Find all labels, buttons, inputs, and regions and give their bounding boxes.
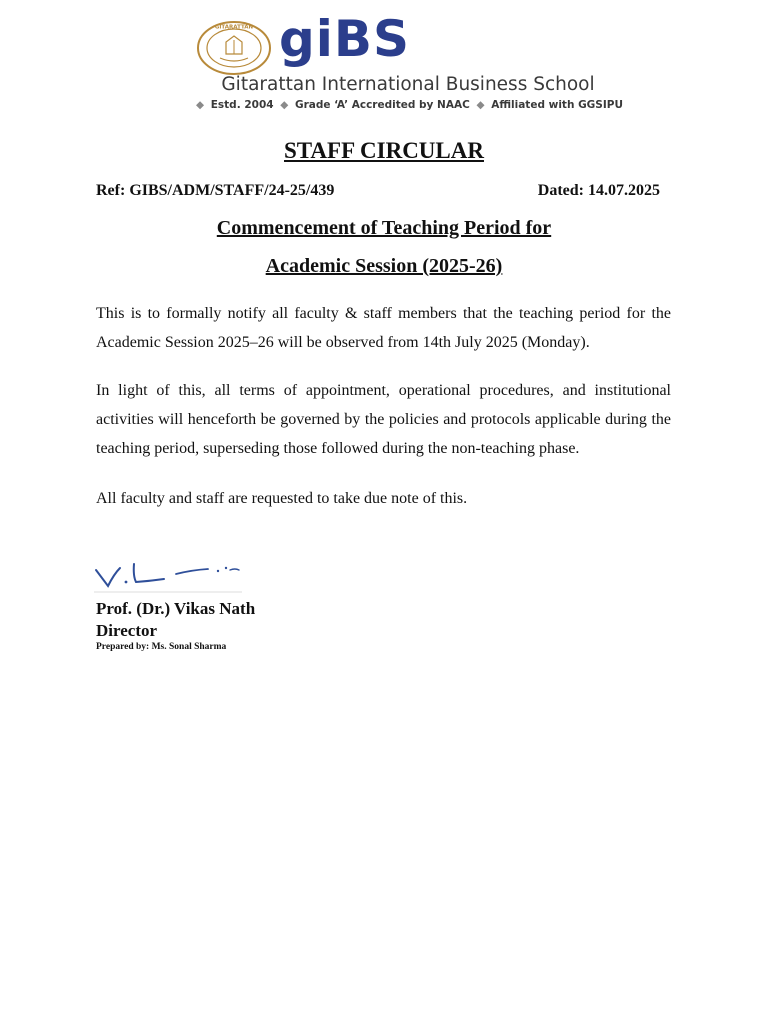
tagline-affiliation: Affiliated with GGSIPU: [491, 99, 623, 111]
signatory-name: Prof. (Dr.) Vikas Nath: [96, 599, 256, 618]
institution-seal-icon: [196, 20, 272, 76]
letterhead: [0, 0, 768, 120]
brand-logo-text: giBS: [279, 10, 411, 68]
tagline: [193, 98, 623, 112]
body-paragraph: In light of this, all terms of appointment, operational procedures, and institutional activities will henceforth be governed by the policies and protocols applicable during the teaching period, superseding those followed during the non-teaching phase.: [96, 382, 671, 457]
tagline-accreditation: Grade ‘A’ Accredited by NAAC: [294, 99, 470, 111]
prepared-by: Prepared by: Ms. Sonal Sharma: [96, 642, 227, 652]
reference-number: Ref: GIBS/ADM/STAFF/24-25/439: [96, 182, 335, 199]
handwritten-signature: [92, 556, 244, 598]
tagline-established: Estd. 2004: [210, 99, 274, 111]
subject-line-1: Commencement of Teaching Period for: [216, 217, 552, 239]
subject-line-2: Academic Session (2025-26): [265, 255, 503, 277]
circular-date: Dated: 14.07.2025: [537, 182, 660, 199]
school-name: Gitarattan International Business School: [221, 74, 595, 95]
circular-title: STAFF CIRCULAR: [284, 138, 484, 163]
svg-text:GITARATTAN: GITARATTAN: [214, 24, 254, 31]
body-paragraph: This is to formally notify all faculty & staff members that the teaching period for the Academic Session 2025–26 will be observed from 14th July 2025 (Monday).: [96, 305, 671, 351]
body-paragraph: All faculty and staff are requested to take due note of this.: [96, 490, 468, 507]
signatory-designation: Director: [96, 621, 158, 640]
diamond-icon: ◆: [196, 99, 205, 111]
diamond-icon: ◆: [476, 99, 485, 111]
diamond-icon: ◆: [280, 99, 289, 111]
